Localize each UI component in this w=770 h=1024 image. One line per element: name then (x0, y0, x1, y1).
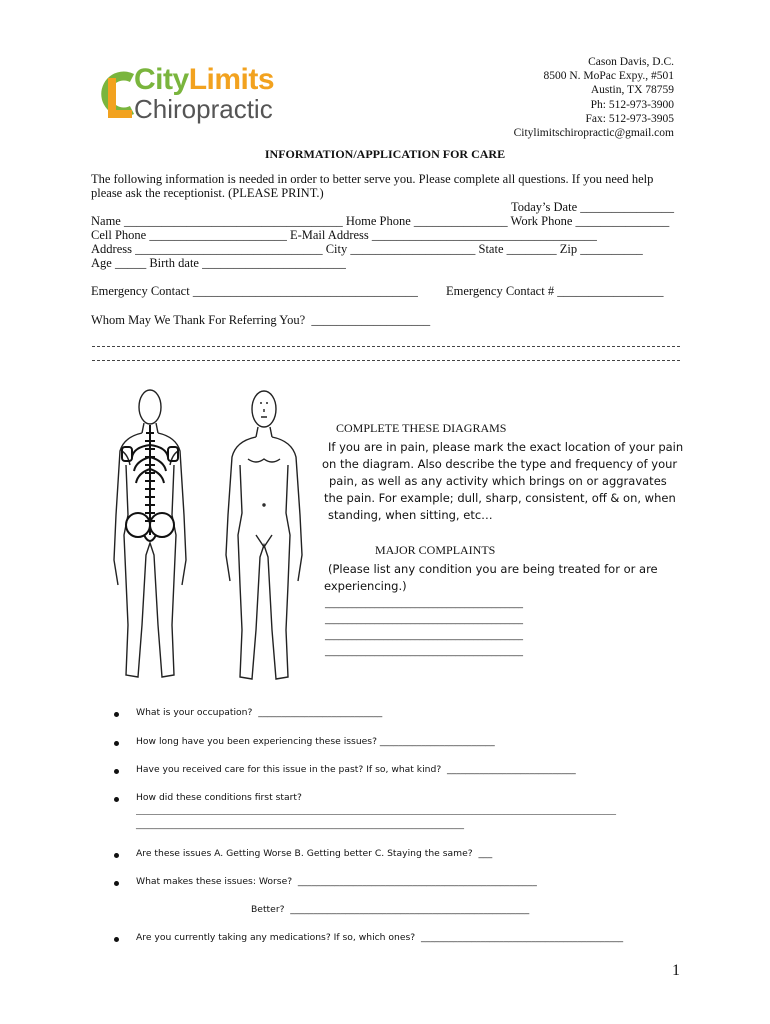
complaint-blank[interactable]: ____________________________________________ (325, 647, 523, 657)
todays-date-field[interactable]: Today’s Date _______________ (511, 200, 674, 214)
clinic-logo (92, 64, 302, 128)
divider (92, 346, 680, 347)
diagram-instruction-line: If you are in pain, please mark the exact location of your pain (328, 440, 684, 454)
question-worse[interactable]: What makes these issues: Worse? ____________________________________________________ (136, 876, 537, 887)
question-occupation[interactable]: What is your occupation? ___________________________ (136, 707, 383, 718)
body-diagram-back[interactable] (110, 385, 200, 685)
bullet-icon (114, 881, 119, 886)
city-state-zip: Austin, TX 78759 (590, 84, 674, 97)
question-duration[interactable]: How long have you been experiencing these issues? _________________________ (136, 736, 495, 747)
complaint-blank[interactable]: ____________________________________________ (325, 631, 523, 641)
emergency-number-field[interactable]: Emergency Contact # _________________ (446, 284, 664, 298)
diagram-instruction-line: standing, when sitting, etc… (328, 508, 493, 522)
intro-text-line1: The following information is needed in order to better serve you. Please complete all questions. If you need help (91, 172, 654, 186)
complaints-instruction-line: (Please list any condition you are being treated for or are (328, 562, 658, 576)
divider (92, 360, 680, 361)
complaints-heading: MAJOR COMPLAINTS (375, 543, 496, 557)
bullet-icon (114, 937, 119, 942)
question-trend[interactable]: Are these issues A. Getting Worse B. Getting better C. Staying the same? ___ (136, 848, 493, 859)
logo-mark-icon (92, 64, 136, 124)
page-number: 1 (672, 962, 680, 979)
diagram-instruction-line: pain, as well as any activity which brings on or aggravates (329, 474, 667, 488)
age-birthdate-fields[interactable]: Age _____ Birth date _______________________ (91, 256, 346, 270)
address-fields[interactable]: Address ______________________________ City ____________________ State ________ Zip __________ (91, 242, 643, 256)
emergency-contact-field[interactable]: Emergency Contact ____________________________________ (91, 284, 418, 298)
name-phone-fields[interactable]: Name ___________________________________ Home Phone _______________ Work Phone _______________ (91, 214, 670, 228)
bullet-icon (114, 712, 119, 717)
intro-text-line2: please ask the receptionist. (PLEASE PRINT.) (91, 186, 324, 200)
question-prior-care[interactable]: Have you received care for this issue in the past? If so, what kind? ____________________________ (136, 764, 576, 775)
complaints-instruction-line: experiencing.) (324, 579, 407, 593)
bullet-icon (114, 853, 119, 858)
logo-chiropractic-text: Chiropractic (134, 94, 273, 124)
cell-email-fields[interactable]: Cell Phone ______________________ E-Mail Address ____________________________________ (91, 228, 597, 242)
complaint-blank[interactable]: ____________________________________________ (325, 615, 523, 625)
question-medications[interactable]: Are you currently taking any medications? If so, which ones? ____________________________________________ (136, 932, 624, 943)
clinic-fax: Fax: 512-973-3905 (585, 112, 674, 125)
body-diagram-front[interactable] (218, 385, 308, 685)
logo-limits-text: Limits (188, 63, 275, 96)
diagram-instruction-line: the pain. For example; dull, sharp, consistent, off & on, when (324, 491, 676, 505)
clinic-phone: Ph: 512-973-3900 (590, 98, 674, 111)
question-better[interactable]: Better? ____________________________________________________ (251, 904, 530, 915)
complaint-blank[interactable]: ____________________________________________ (325, 599, 523, 609)
onset-answer-blank[interactable]: ________________________________________________________________________________________________________________________ (136, 806, 616, 815)
diagram-instruction-line: on the diagram. Also describe the type and frequency of your (322, 457, 678, 471)
street-address: 8500 N. MoPac Expy., #501 (543, 70, 674, 83)
bullet-icon (114, 797, 119, 802)
diagram-heading: COMPLETE THESE DIAGRAMS (336, 421, 507, 435)
clinic-email: Citylimitschiropractic@gmail.com (513, 127, 674, 140)
bullet-icon (114, 741, 119, 746)
doctor-name: Cason Davis, D.C. (588, 56, 674, 68)
question-onset: How did these conditions first start? (136, 792, 302, 803)
logo-city-text: City (134, 63, 189, 96)
page-title: INFORMATION/APPLICATION FOR CARE (264, 147, 506, 161)
onset-answer-blank[interactable]: __________________________________________________________________________________ (136, 820, 464, 829)
clinic-address-block (514, 55, 674, 140)
bullet-icon (114, 769, 119, 774)
referral-field[interactable]: Whom May We Thank For Referring You? ___________________ (91, 313, 431, 327)
